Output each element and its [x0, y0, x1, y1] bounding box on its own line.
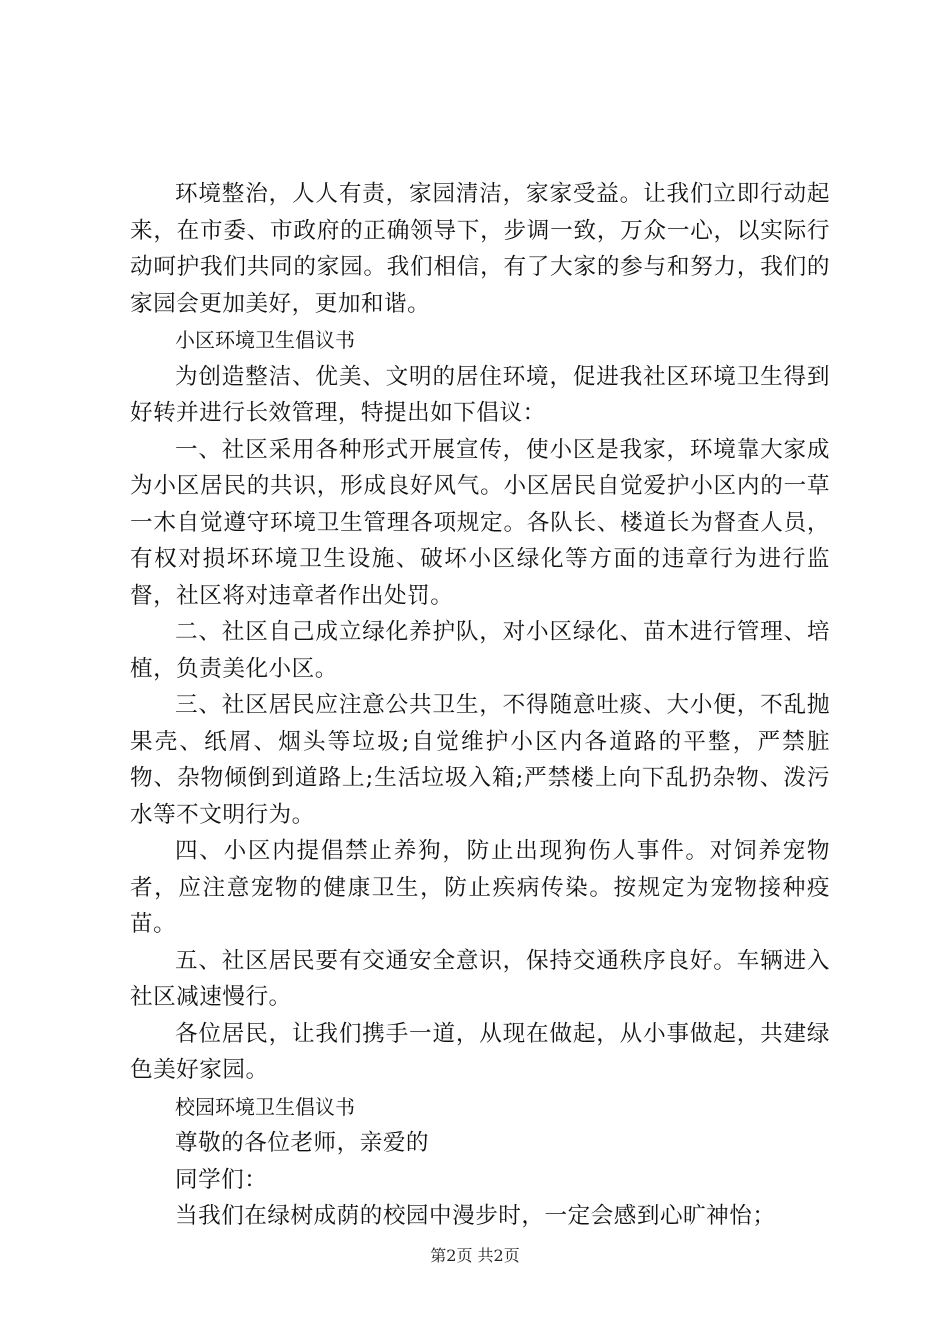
paragraph-salutation: 尊敬的各位老师，亲爱的 [175, 1130, 430, 1156]
heading-community-proposal: 小区环境卫生倡议书 [175, 328, 355, 352]
paragraph-item-5: 五、社区居民要有交通安全意识，保持交通秩序良好。车辆进入社区减速慢行。 [130, 947, 830, 1010]
paragraph-intro: 为创造整洁、优美、文明的居住环境，促进我社区环境卫生得到好转并进行长效管理，特提出如下倡议： [130, 363, 830, 426]
paragraph-item-2: 二、社区自己成立绿化养护队，对小区绿化、苗木进行管理、培植，负责美化小区。 [130, 619, 830, 682]
heading-campus-proposal: 校园环境卫生倡议书 [175, 1094, 355, 1119]
paragraph-campus-opening: 当我们在绿树成荫的校园中漫步时，一定会感到心旷神怡； [175, 1203, 776, 1229]
paragraph-item-1: 一、社区采用各种形式开展宣传，使小区是我家，环境靠大家成为小区居民的共识，形成良好风气。小区居民自觉爱护小区内的一草一木自觉遵守环境卫生管理各项规定。各队长、楼道长为督查人员，有权对损坏环境卫生设施、破坏小区绿化等方面的违章行为进行监督，社区将对违章者作出处罚。 [130, 436, 830, 609]
paragraph-call-to-action: 各位居民，让我们携手一道，从现在做起，从小事做起，共建绿色美好家园。 [130, 1020, 830, 1083]
paragraph-closing-appeal: 环境整治，人人有责，家园清洁，家家受益。让我们立即行动起来，在市委、市政府的正确领导下，步调一致，万众一心，以实际行动呵护我们共同的家园。我们相信，有了大家的参与和努力，我们的家园会更加美好，更加和谐。 [130, 181, 830, 317]
page-number-footer: 第2页 共2页 [430, 1246, 520, 1265]
paragraph-item-4: 四、小区内提倡禁止养狗，防止出现狗伤人事件。对饲养宠物者，应注意宠物的健康卫生，防止疾病传染。按规定为宠物接种疫苗。 [130, 838, 830, 937]
document-body [130, 176, 830, 1235]
paragraph-salutation-cont: 同学们： [175, 1166, 268, 1193]
paragraph-item-3: 三、社区居民应注意公共卫生，不得随意吐痰、大小便，不乱抛果壳、纸屑、烟头等垃圾;自觉维护小区内各道路的平整，严禁脏物、杂物倾倒到道路上;生活垃圾入箱;严禁楼上向下乱扔杂物、泼污水等不文明行为。 [130, 692, 830, 828]
